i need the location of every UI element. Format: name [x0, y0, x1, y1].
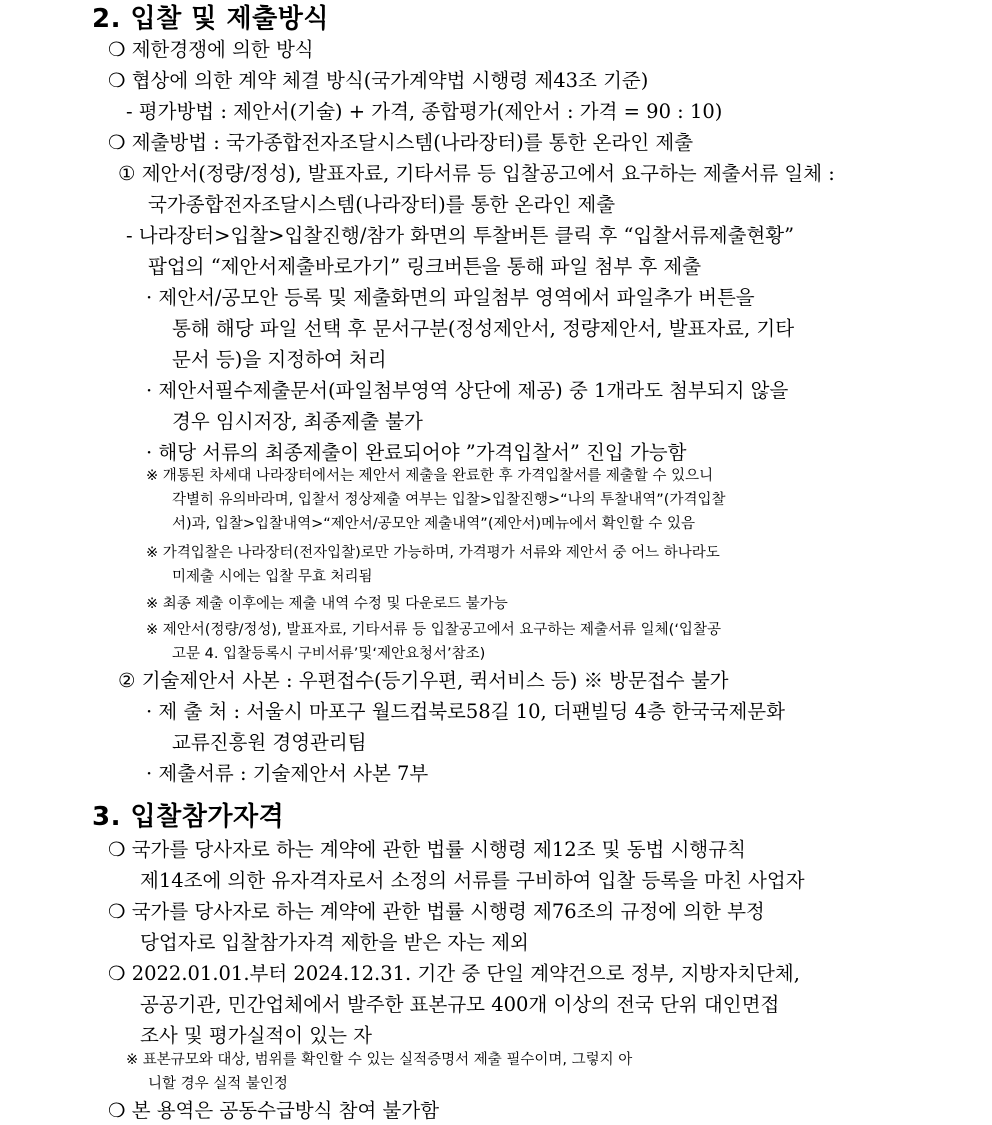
- circle-bullet-icon: ❍: [108, 38, 126, 61]
- section-3-item-2-line-1: ❍ 국가를 당사자로 하는 계약에 관한 법률 시행령 제76조의 규정에 의한 부정: [108, 900, 765, 923]
- circle-bullet-icon: ❍: [108, 69, 126, 92]
- section-2-sub-1-line-2: 국가종합전자조달시스템(나라장터)를 통한 온라인 제출: [148, 193, 616, 216]
- section-3-item-2-line-2: 당업자로 입찰참가자격 제한을 받은 자는 제외: [140, 931, 529, 954]
- section-2-item-3: ❍ 제출방법 : 국가종합전자조달시스템(나라장터)를 통한 온라인 제출: [108, 131, 694, 154]
- section-2-sub-1-dash-line-1: - 나라장터>입찰>입찰진행/참가 화면의 투찰버튼 클릭 후 “입찰서류제출현황”: [126, 224, 795, 247]
- note-2-line-2: 미제출 시에는 입찰 무효 처리됨: [172, 569, 373, 585]
- section-2-item-1: ❍ 제한경쟁에 의한 방식: [108, 38, 314, 61]
- dot-item-1-line-3: 문서 등)을 지정하여 처리: [172, 348, 387, 371]
- note-2-line-1: ※ 가격입찰은 나라장터(전자입찰)로만 가능하며, 가격평가 서류와 제안서 중 어느 하나라도: [146, 542, 720, 564]
- section-3-item-1-line-1: ❍ 국가를 당사자로 하는 계약에 관한 법률 시행령 제12조 및 동법 시행규칙: [108, 838, 746, 861]
- section-3-item-3-line-3: 조사 및 평가실적이 있는 자: [140, 1024, 373, 1047]
- circle-bullet-icon: ❍: [108, 131, 126, 154]
- note-4-line-2: 고문 4. 입찰등록시 구비서류’및‘제안요청서’참조): [172, 646, 486, 662]
- middle-dot-icon: ·: [146, 700, 153, 723]
- dot-item-1-line-1: · 제안서/공모안 등록 및 제출화면의 파일첨부 영역에서 파일추가 버튼을: [146, 286, 755, 309]
- circled-two-marker: ②: [118, 669, 136, 692]
- section-2-item-2: ❍ 협상에 의한 계약 체결 방식(국가계약법 시행령 제43조 기준): [108, 69, 649, 92]
- note-1-line-3: 서)과, 입찰>입찰내역>“제안서/공모안 제출내역”(제안서)메뉴에서 확인할 수 있음: [172, 516, 696, 532]
- dot-item-3: · 해당 서류의 최종제출이 완료되어야 ”가격입찰서” 진입 가능함: [146, 441, 687, 464]
- circle-bullet-icon: ❍: [108, 1099, 126, 1122]
- sub-2-dot-1-line-1: · 제 출 처 : 서울시 마포구 월드컵북로58길 10, 더팬빌딩 4층 한국국제문화: [146, 700, 785, 723]
- section-3-heading: 3. 입찰참가자격: [92, 802, 285, 832]
- middle-dot-icon: ·: [146, 379, 153, 402]
- section-2-item-2-sub: - 평가방법 : 제안서(기술) + 가격, 종합평가(제안서 : 가격 = 90 : 10): [126, 100, 723, 123]
- reference-mark-icon: ※: [146, 622, 159, 638]
- circle-bullet-icon: ❍: [108, 900, 126, 923]
- section-3-item-4: ❍ 본 용역은 공동수급방식 참여 불가함: [108, 1099, 440, 1122]
- middle-dot-icon: ·: [146, 286, 153, 309]
- note-4-line-1: ※ 제안서(정량/정성), 발표자료, 기타서류 등 입찰공고에서 요구하는 제출서류 일체(‘입찰공: [146, 619, 721, 641]
- section-3-item-1-line-2: 제14조에 의한 유자격자로서 소정의 서류를 구비하여 입찰 등록을 마친 사업자: [140, 869, 805, 892]
- section-3-note-line-2: 니할 경우 실적 불인정: [148, 1076, 288, 1092]
- sub-2-dot-1-line-2: 교류진흥원 경영관리팀: [172, 731, 367, 754]
- reference-mark-icon: ※: [146, 545, 159, 561]
- circled-one-marker: ①: [118, 162, 136, 185]
- reference-mark-icon: ※: [126, 1052, 139, 1068]
- section-3-item-3-line-2: 공공기관, 민간업체에서 발주한 표본규모 400개 이상의 전국 단위 대인면접: [140, 993, 780, 1016]
- note-3: ※ 최종 제출 이후에는 제출 내역 수정 및 다운로드 불가능: [146, 593, 508, 615]
- reference-mark-icon: ※: [146, 468, 159, 484]
- dash-bullet-icon: -: [126, 224, 133, 247]
- note-1-line-1: ※ 개통된 차세대 나라장터에서는 제안서 제출을 완료한 후 가격입찰서를 제출할 수 있으니: [146, 465, 713, 487]
- section-3-item-3-line-1: ❍ 2022.01.01.부터 2024.12.31. 기간 중 단일 계약건으로 정부, 지방자치단체,: [108, 962, 800, 985]
- note-1-line-2: 각별히 유의바라며, 입찰서 정상제출 여부는 입찰>입찰진행>“나의 투찰내역”(가격입찰: [172, 492, 726, 508]
- dot-item-1-line-2: 통해 해당 파일 선택 후 문서구분(정성제안서, 정량제안서, 발표자료, 기타: [172, 317, 795, 340]
- section-3-note-line-1: ※ 표본규모와 대상, 범위를 확인할 수 있는 실적증명서 제출 필수이며, 그렇지 아: [126, 1049, 632, 1071]
- reference-mark-icon: ※: [146, 596, 159, 612]
- dot-item-2-line-1: · 제안서필수제출문서(파일첨부영역 상단에 제공) 중 1개라도 첨부되지 않을: [146, 379, 789, 402]
- section-2-heading: 2. 입찰 및 제출방식: [92, 4, 329, 34]
- sub-2-dot-2: · 제출서류 : 기술제안서 사본 7부: [146, 762, 429, 785]
- circle-bullet-icon: ❍: [108, 962, 126, 985]
- dot-item-2-line-2: 경우 임시저장, 최종제출 불가: [172, 410, 423, 433]
- middle-dot-icon: ·: [146, 762, 153, 785]
- circle-bullet-icon: ❍: [108, 838, 126, 861]
- middle-dot-icon: ·: [146, 441, 153, 464]
- section-2-sub-1-dash-line-2: 팝업의 “제안서제출바로가기” 링크버튼을 통해 파일 첨부 후 제출: [148, 255, 702, 278]
- section-2-sub-1-line-1: ① 제안서(정량/정성), 발표자료, 기타서류 등 입찰공고에서 요구하는 제출서류 일체 :: [118, 162, 835, 185]
- dash-bullet-icon: -: [126, 100, 133, 123]
- section-2-sub-2: ② 기술제안서 사본 : 우편접수(등기우편, 퀵서비스 등) ※ 방문접수 불가: [118, 669, 729, 692]
